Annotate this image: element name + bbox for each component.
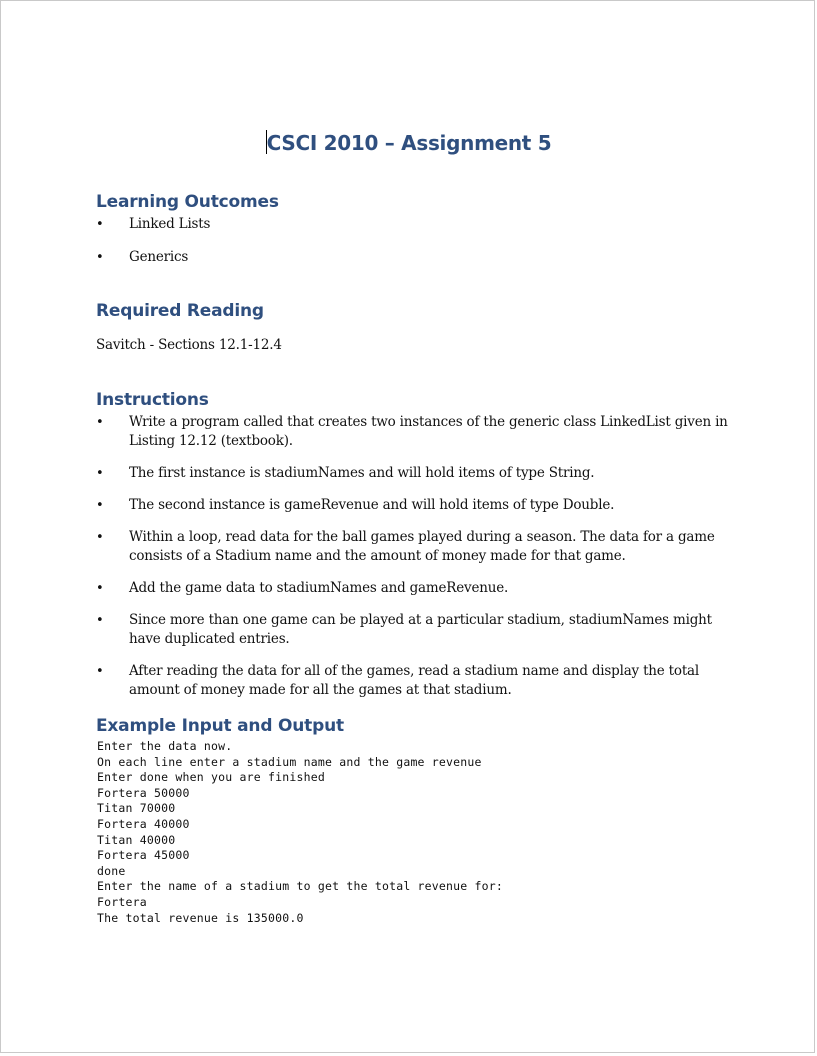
console-line: Enter the data now. — [97, 739, 233, 753]
learning-outcomes-heading: Learning Outcomes — [96, 192, 279, 212]
list-item-text: After reading the data for all of the games, read a stadium name and display the total amount of money made for all the games at that stadium. — [129, 663, 700, 698]
list-item — [96, 579, 736, 598]
list-item-text: Write a program called that creates two instances of the generic class LinkedList given in Listing 12.12 (textbook). — [129, 414, 728, 449]
bullet-icon: • — [96, 581, 104, 596]
console-line: done — [97, 863, 126, 878]
list-item — [96, 464, 736, 483]
console-line: Fortera 40000 — [97, 816, 190, 831]
list-item — [96, 413, 736, 451]
list-item-text: Linked Lists — [129, 216, 211, 232]
console-line: Titan 70000 — [97, 801, 176, 816]
list-item — [96, 528, 736, 566]
bullet-icon: • — [96, 498, 104, 513]
instructions-list — [96, 413, 736, 700]
bullet-icon: • — [96, 664, 104, 679]
required-reading-heading: Required Reading — [96, 301, 264, 321]
bullet-icon: • — [96, 250, 104, 265]
list-item-text: Generics — [129, 249, 189, 265]
list-item-text: Within a loop, read data for the ball games played during a season. The data for a game consists of a Stadium name and the amount of money made for that game. — [129, 529, 715, 564]
list-item — [96, 248, 736, 267]
list-item — [96, 611, 736, 649]
page-title-container — [1, 128, 816, 158]
example-heading: Example Input and Output — [96, 716, 344, 736]
list-item-text: The first instance is stadiumNames and will hold items of type String. — [129, 465, 595, 481]
example-console-output — [97, 739, 503, 926]
bullet-icon: • — [96, 613, 104, 628]
console-line: Enter the name of a stadium to get the total revenue for: — [97, 879, 504, 894]
console-line: The total revenue is 135000.0 — [97, 910, 304, 925]
console-line: Titan 40000 — [97, 832, 176, 847]
list-item-text: Since more than one game can be played at a particular stadium, stadiumNames might have duplicated entries. — [129, 612, 712, 647]
console-line: Fortera 50000 — [97, 785, 190, 800]
bullet-icon: • — [96, 530, 104, 545]
console-line: Fortera — [97, 894, 147, 909]
console-line: Enter done when you are finished — [97, 770, 325, 785]
console-line: Fortera 45000 — [97, 848, 190, 863]
console-line: On each line enter a stadium name and the game revenue — [97, 754, 482, 769]
bullet-icon: • — [96, 217, 104, 232]
list-item — [96, 662, 736, 700]
list-item — [96, 215, 736, 234]
list-item-text: Add the game data to stadiumNames and gameRevenue. — [129, 580, 509, 596]
list-item-text: The second instance is gameRevenue and will hold items of type Double. — [129, 497, 615, 513]
required-reading-text: Savitch - Sections 12.1-12.4 — [96, 337, 282, 353]
bullet-icon: • — [96, 466, 104, 481]
page-title: CSCI 2010 – Assignment 5 — [266, 131, 552, 155]
list-item — [96, 496, 736, 515]
bullet-icon: • — [96, 415, 104, 430]
instructions-heading: Instructions — [96, 390, 209, 410]
learning-outcomes-list — [96, 215, 736, 267]
